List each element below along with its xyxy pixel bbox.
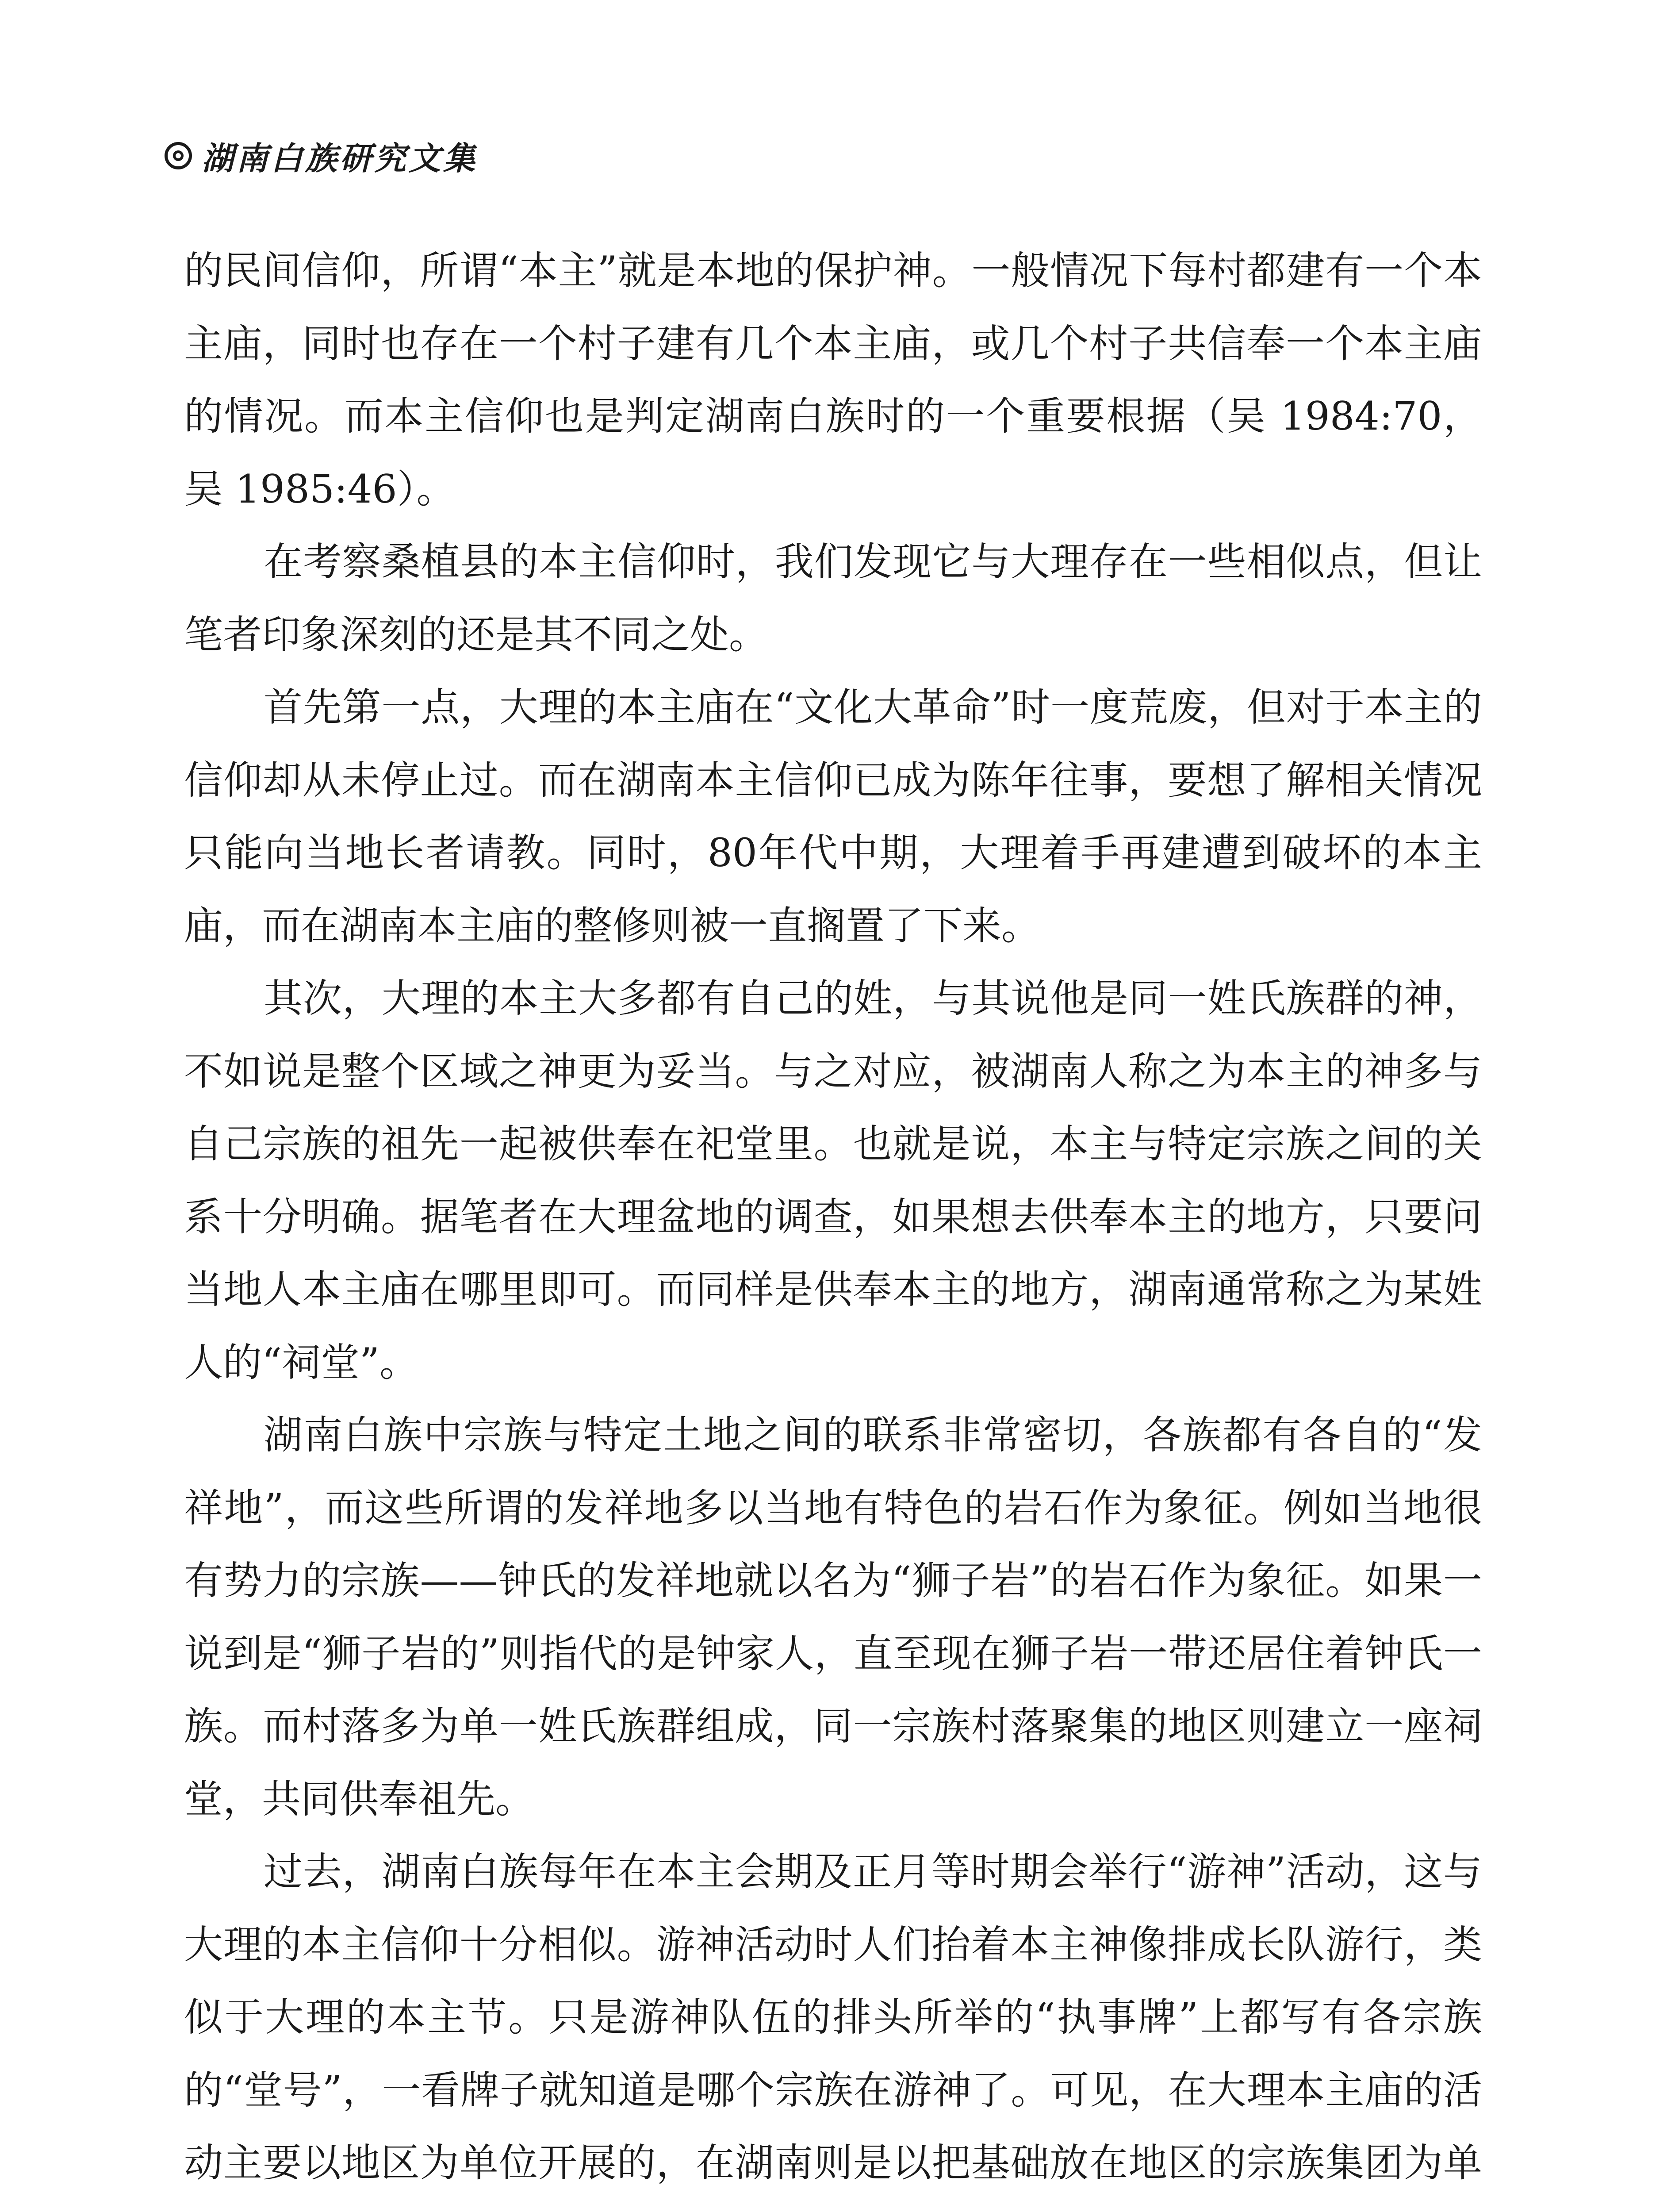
body-text [184,234,1482,2212]
series-title: 湖南白族研究文集 [202,140,478,177]
running-header [165,133,478,179]
bullseye-icon [165,142,192,169]
paragraph: 湖南白族中宗族与特定土地之间的联系非常密切，各族都有各自的“发祥地”，而这些所谓的发祥地多以当地有特色的岩石作为象征。例如当地很有势力的宗族——钟氏的发祥地就以名为“狮子岩”的岩石作为象征。如果一说到是“狮子岩的”则指代的是钟家人，直至现在狮子岩一带还居住着钟氏一族。而村落多为单一姓氏族群组成，同一宗族村落聚集的地区则建立一座祠堂，共同供奉祖先。 [184,1412,1482,1822]
paragraph: 过去，湖南白族每年在本主会期及正月等时期会举行“游神”活动，这与大理的本主信仰十分相似。游神活动时人们抬着本主神像排成长队游行，类似于大理的本主节。只是游神队伍的排头所举的“执事牌”上都写有各宗族的“堂号”，一看牌子就知道是哪个宗族在游神了。可见，在大理本主庙的活动主要以地区为单位开展的，在湖南则是以把基础放在地区的宗族集团为单 [184,1849,1482,2185]
paragraph: 其次，大理的本主大多都有自己的姓，与其说他是同一姓氏族群的神，不如说是整个区域之神更为妥当。与之对应，被湖南人称之为本主的神多与自己宗族的祖先一起被供奉在祀堂里。也就是说，本主与特定宗族之间的关系十分明确。据笔者在大理盆地的调查，如果想去供奉本主的地方，只要问当地人本主庙在哪里即可。而同样是供奉本主的地方，湖南通常称之为某姓人的“祠堂”。 [184,975,1482,1385]
paragraph: 首先第一点，大理的本主庙在“文化大革命”时一度荒废，但对于本主的信仰却从未停止过。而在湖南本主信仰已成为陈年往事，要想了解相关情况只能向当地长者请教。同时，80年代中期，大理着手再建遭到破坏的本主庙，而在湖南本主庙的整修则被一直搁置了下来。 [184,684,1482,949]
paragraph: 的民间信仰，所谓“本主”就是本地的保护神。一般情况下每村都建有一个本主庙，同时也存在一个村子建有几个本主庙，或几个村子共信奉一个本主庙的情况。而本主信仰也是判定湖南白族时的一个重要根据（吴 1984:70，吴 1985:46）。 [184,248,1482,512]
paragraph: 在考察桑植县的本主信仰时，我们发现它与大理存在一些相似点，但让笔者印象深刻的还是其不同之处。 [184,539,1482,657]
